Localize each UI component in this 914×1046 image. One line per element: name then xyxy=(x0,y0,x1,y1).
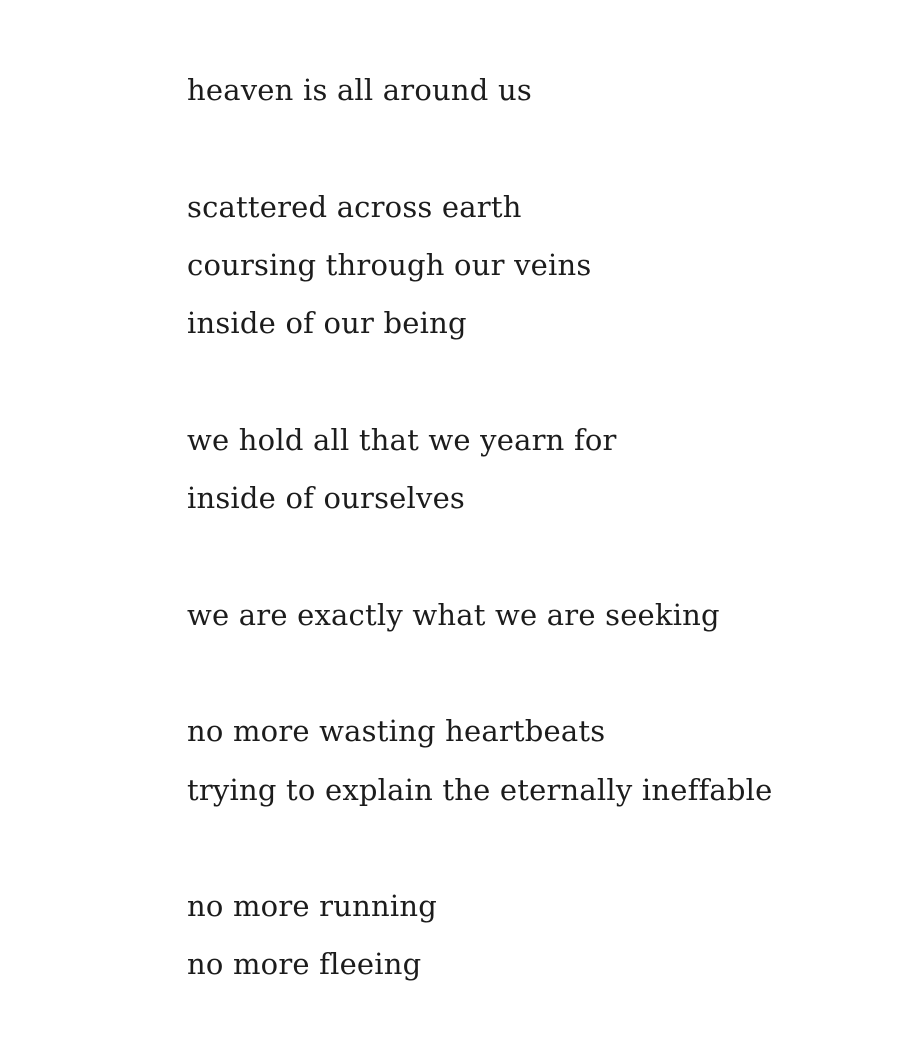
stanza-6 xyxy=(187,877,773,994)
stanza-3 xyxy=(187,411,773,528)
stanza-break xyxy=(187,527,773,585)
stanza-break xyxy=(187,352,773,410)
poem-line: heaven is all around us xyxy=(187,73,532,107)
poem-line: we are exactly what we are seeking xyxy=(187,597,720,632)
poem-line: inside of our being xyxy=(187,306,467,341)
poem-line: no more running xyxy=(187,889,437,924)
poem-text xyxy=(187,61,773,994)
poem-line: no more wasting heartbeats xyxy=(187,714,606,749)
poem-line: inside of ourselves xyxy=(187,481,466,516)
stanza-5 xyxy=(187,702,773,819)
stanza-4 xyxy=(187,586,773,644)
stanza-1 xyxy=(187,61,773,119)
poem-line: we hold all that we yearn for xyxy=(187,422,617,457)
stanza-break xyxy=(187,819,773,877)
stanza-break xyxy=(187,644,773,702)
poem-line: coursing through our veins xyxy=(187,247,592,282)
stanza-2 xyxy=(187,178,773,353)
poem-line: no more fleeing xyxy=(187,947,422,982)
poem-line: scattered across earth xyxy=(187,189,522,224)
stanza-break xyxy=(187,119,773,177)
poem-line: trying to explain the eternally ineffable xyxy=(187,772,773,807)
